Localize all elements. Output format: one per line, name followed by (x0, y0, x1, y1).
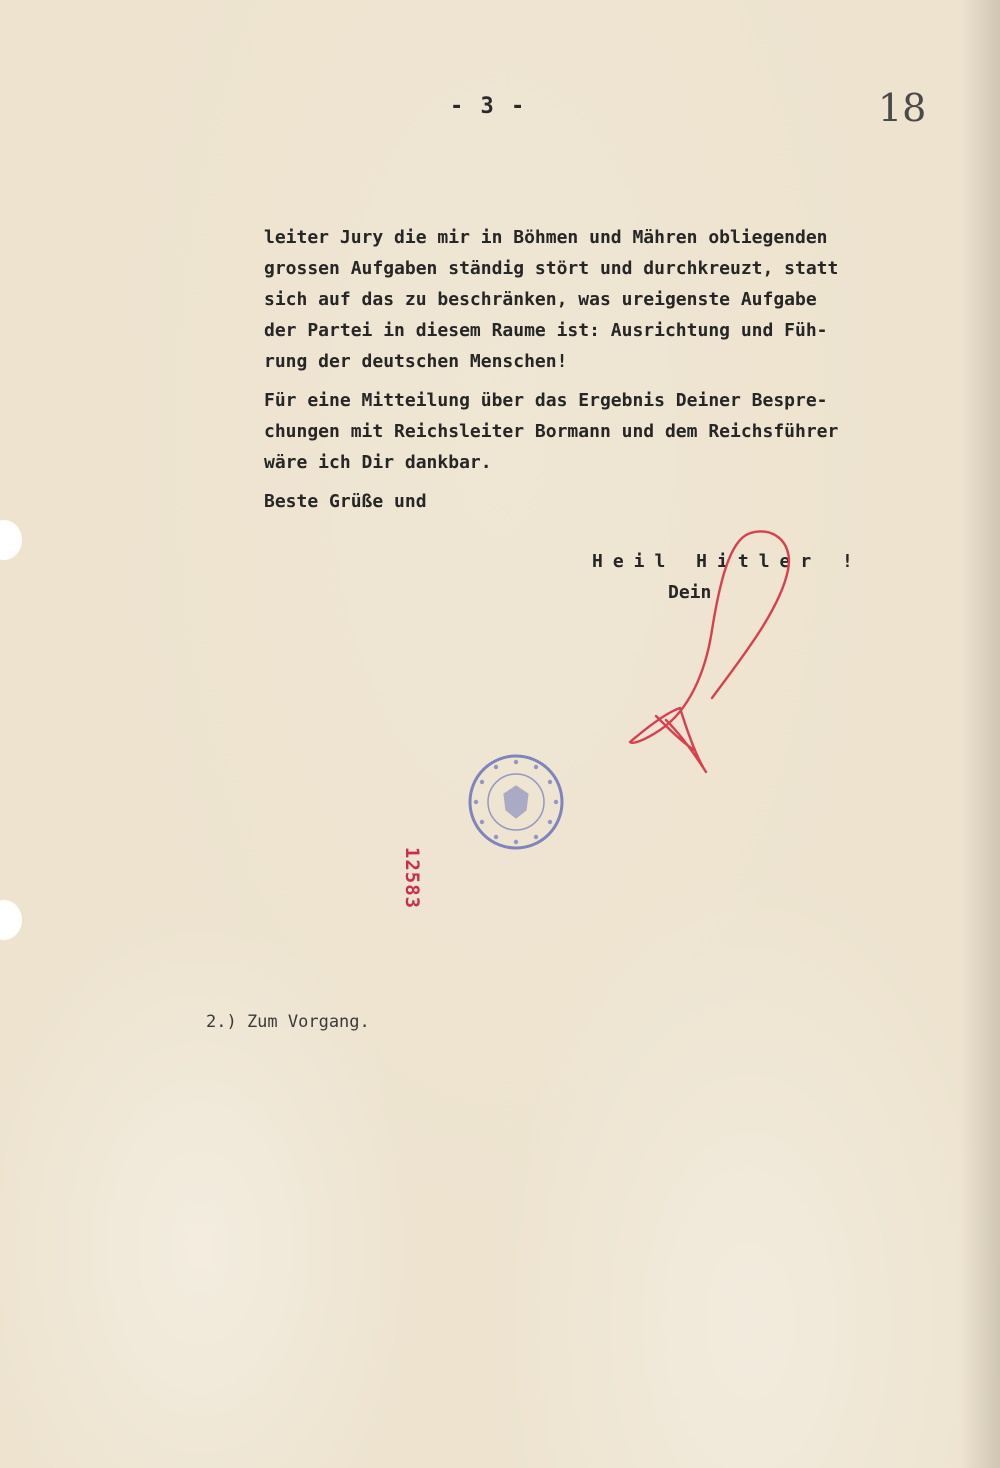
letter-body (264, 222, 944, 517)
closing-dein: Dein (668, 582, 712, 603)
signature-stroke (630, 531, 789, 772)
closing-salutation: Heil Hitler ! (592, 551, 863, 572)
text-line: grossen Aufgaben ständig stört und durchkreuzt, statt (264, 258, 839, 279)
seal-emblem (504, 786, 528, 818)
punch-hole-bottom (0, 900, 22, 940)
enclosure-note: 2.) Zum Vorgang. (206, 1012, 370, 1032)
paragraph-gap (264, 377, 944, 385)
archive-number: 12583 (401, 846, 423, 910)
text-line: Für eine Mitteilung über das Ergebnis Deiner Bespre- (264, 390, 828, 411)
text-line: sich auf das zu beschränken, was ureigenste Aufgabe (264, 289, 817, 310)
page-edge-shadow (960, 0, 1000, 1468)
page-number: - 3 - (450, 94, 527, 119)
archive-seal-stamp (466, 752, 566, 852)
text-line: rung der deutschen Menschen! (264, 351, 568, 372)
archive-number-stamp (392, 848, 432, 908)
text-line: der Partei in diesem Raume ist: Ausrichtung und Füh- (264, 320, 828, 341)
folio-number: 18 (878, 86, 927, 130)
text-line: leiter Jury die mir in Böhmen und Mähren obliegenden (264, 227, 828, 248)
text-line: wäre ich Dir dankbar. (264, 452, 492, 473)
greeting-line: Beste Grüße und (264, 491, 427, 512)
paragraph-gap (264, 478, 944, 486)
text-line: chungen mit Reichsleiter Bormann und dem Reichsführer (264, 421, 839, 442)
handwritten-signature (620, 520, 820, 800)
punch-hole-top (0, 520, 22, 560)
